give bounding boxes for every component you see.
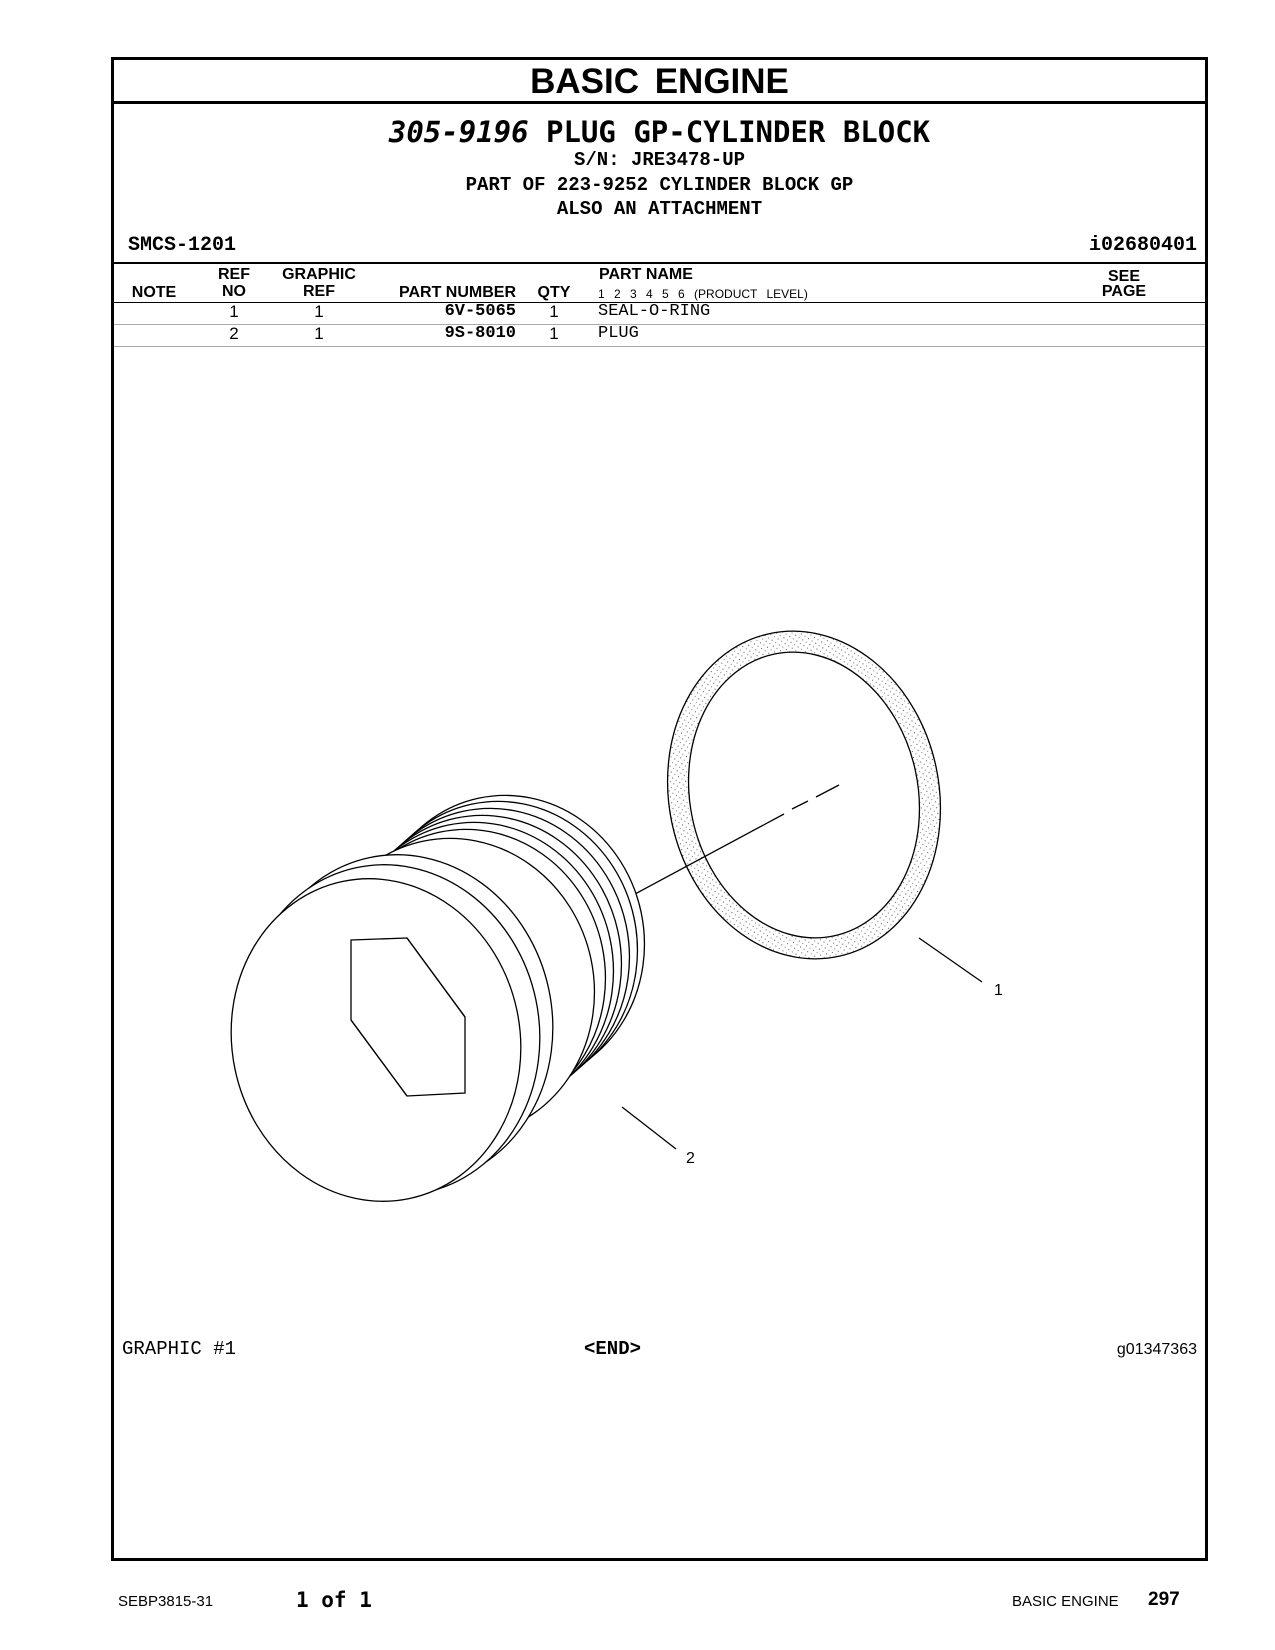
info-id: i02680401	[1088, 234, 1197, 257]
leader-line-2	[622, 1107, 676, 1149]
end-marker: <END>	[584, 1338, 642, 1360]
row-part-name: PLUG	[598, 324, 639, 343]
exploded-view-graphic	[114, 60, 1205, 1558]
col-ref-no-line2: NO	[222, 283, 246, 300]
col-see-page-line2: PAGE	[1101, 283, 1147, 300]
page-frame	[111, 57, 1208, 1561]
col-note: NOTE	[131, 284, 177, 301]
row-ref-no: 2	[229, 324, 239, 343]
group-name: PLUG GP-CYLINDER BLOCK	[546, 115, 931, 149]
o-ring-seal	[638, 606, 971, 985]
callout-1: 1	[994, 982, 1003, 999]
col-product-level: 1 2 3 4 5 6 (PRODUCT LEVEL)	[598, 287, 808, 301]
footer-section: BASIC ENGINE	[1012, 1593, 1119, 1610]
col-qty: QTY	[537, 284, 571, 301]
row-graphic-ref: 1	[314, 324, 324, 343]
row-graphic-ref: 1	[314, 302, 324, 321]
group-number: 305-9196	[388, 115, 529, 149]
col-graphic-ref-line1: GRAPHIC	[282, 266, 356, 283]
row-ref-no: 1	[229, 302, 239, 321]
col-part-number: PART NUMBER	[398, 284, 516, 301]
callout-2: 2	[686, 1150, 695, 1167]
row-part-number: 6V-5065	[444, 302, 516, 321]
doc-number: SEBP3815-31	[118, 1593, 214, 1610]
part-of-line: PART OF 223-9252 CYLINDER BLOCK GP	[465, 174, 854, 196]
row-part-number: 9S-8010	[444, 324, 516, 343]
leader-line-1	[919, 938, 982, 982]
col-ref-no-line1: REF	[218, 266, 250, 283]
col-graphic-ref-line2: REF	[303, 283, 335, 300]
section-title: BASIC ENGINE	[114, 60, 1205, 104]
graphic-id: g01347363	[1116, 1341, 1197, 1358]
row-qty: 1	[549, 302, 559, 321]
row-part-name: SEAL-O-RING	[598, 302, 711, 321]
row-qty: 1	[549, 324, 559, 343]
graphic-caption: GRAPHIC #1	[122, 1338, 237, 1360]
col-see-page-line1: SEE	[1107, 268, 1140, 285]
serial-range: S/N: JRE3478-UP	[573, 149, 746, 171]
page-number: 297	[1148, 1589, 1180, 1610]
attachment-note: ALSO AN ATTACHMENT	[556, 198, 763, 220]
col-part-name: PART NAME	[599, 266, 693, 283]
page-of: 1 of 1	[296, 1588, 372, 1612]
smcs-code: SMCS-1201	[128, 234, 237, 257]
